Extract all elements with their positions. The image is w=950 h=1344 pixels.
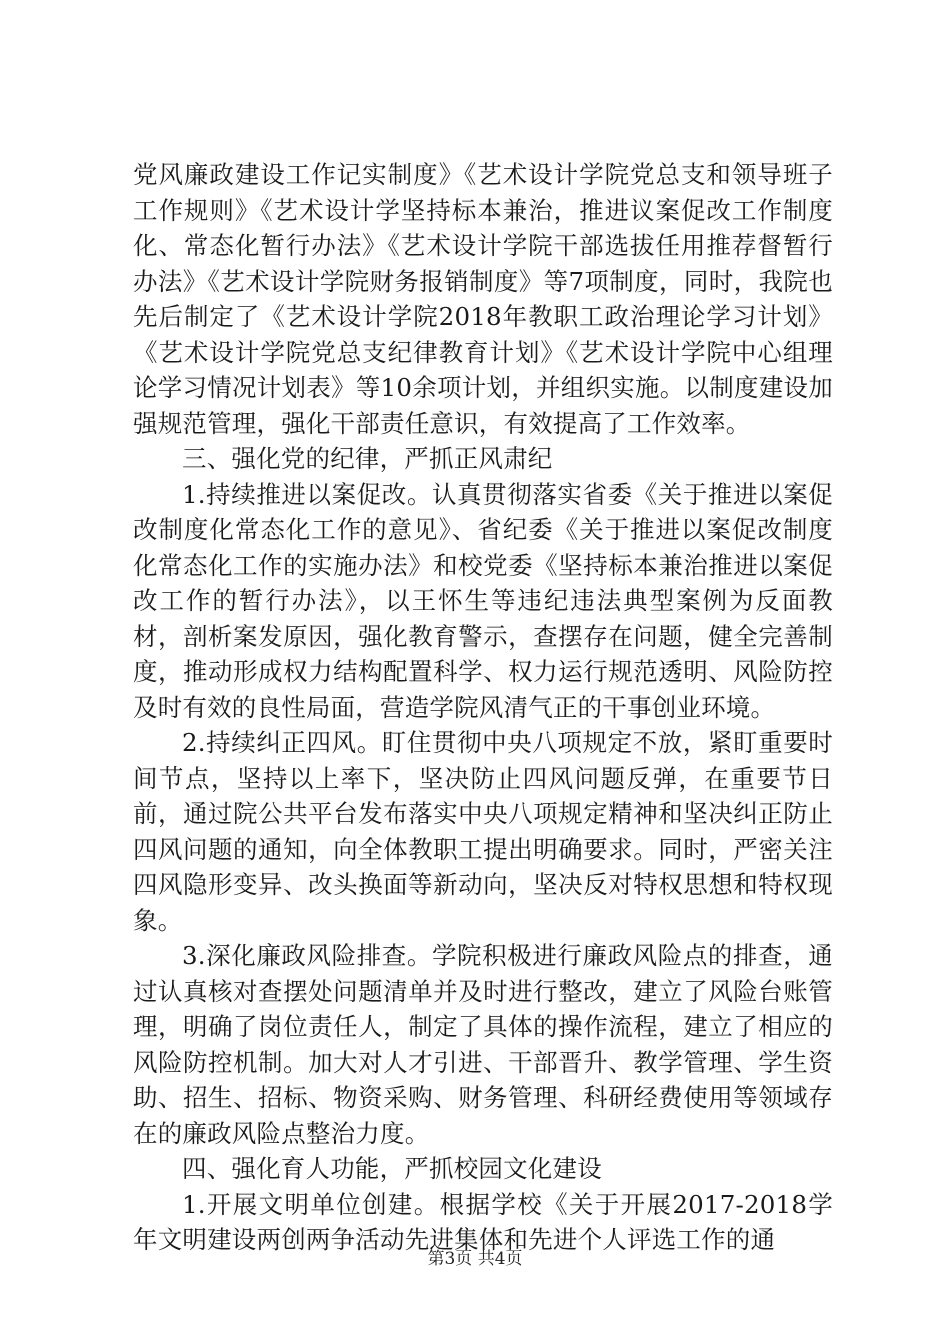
paragraph: 1.开展文明单位创建。根据学校《关于开展2017-2018学年文明建设两创两争活动先进集体和先进个人评选工作的通 xyxy=(133,1189,833,1254)
page-footer: 第3页 共4页 xyxy=(427,1249,523,1269)
section-heading: 三、强化党的纪律，严抓正风肃纪 xyxy=(182,444,553,473)
paragraph: 2.持续纠正四风。盯住贯彻中央八项规定不放，紧盯重要时间节点，坚持以上率下，坚决防止四风问题反弹，在重要节日前，通过院公共平台发布落实中央八项规定精神和坚决纠正防止四风问题的通知，向全体教职工提出明确要求。同时，严密关注四风隐形变异、改头换面等新动向，坚决反对特权思想和特权现象。 xyxy=(133,728,833,935)
document-body xyxy=(133,157,833,1258)
section-heading: 四、强化育人功能，严抓校园文化建设 xyxy=(182,1154,602,1183)
paragraph: 3.深化廉政风险排查。学院积极进行廉政风险点的排查，通过认真核对查摆处问题清单并及时进行整改，建立了风险台账管理，明确了岗位责任人，制定了具体的操作流程，建立了相应的风险防控机制。加大对人才引进、干部晋升、教学管理、学生资助、招生、招标、物资采购、财务管理、科研经费使用等领域存在的廉政风险点整治力度。 xyxy=(133,941,833,1148)
paragraph: 党风廉政建设工作记实制度》《艺术设计学院党总支和领导班子工作规则》《艺术设计学坚持标本兼治，推进议案促改工作制度化、常态化暂行办法》《艺术设计学院干部选拔任用推荐督暂行办法》《艺术设计学院财务报销制度》等7项制度，同时，我院也先后制定了《艺术设计学院2018年教职工政治理论学习计划》《艺术设计学院党总支纪律教育计划》《艺术设计学院中心组理论学习情况计划表》等10余项计划，并组织实施。以制度建设加强规范管理，强化干部责任意识，有效提高了工作效率。 xyxy=(133,160,833,438)
paragraph: 1.持续推进以案促改。认真贯彻落实省委《关于推进以案促改制度化常态化工作的意见》、省纪委《关于推进以案促改制度化常态化工作的实施办法》和校党委《坚持标本兼治推进以案促改工作的暂行办法》，以王怀生等违纪违法典型案例为反面教材，剖析案发原因，强化教育警示，查摆存在问题，健全完善制度，推动形成权力结构配置科学、权力运行规范透明、风险防控及时有效的良性局面，营造学院风清气正的干事创业环境。 xyxy=(133,479,833,722)
